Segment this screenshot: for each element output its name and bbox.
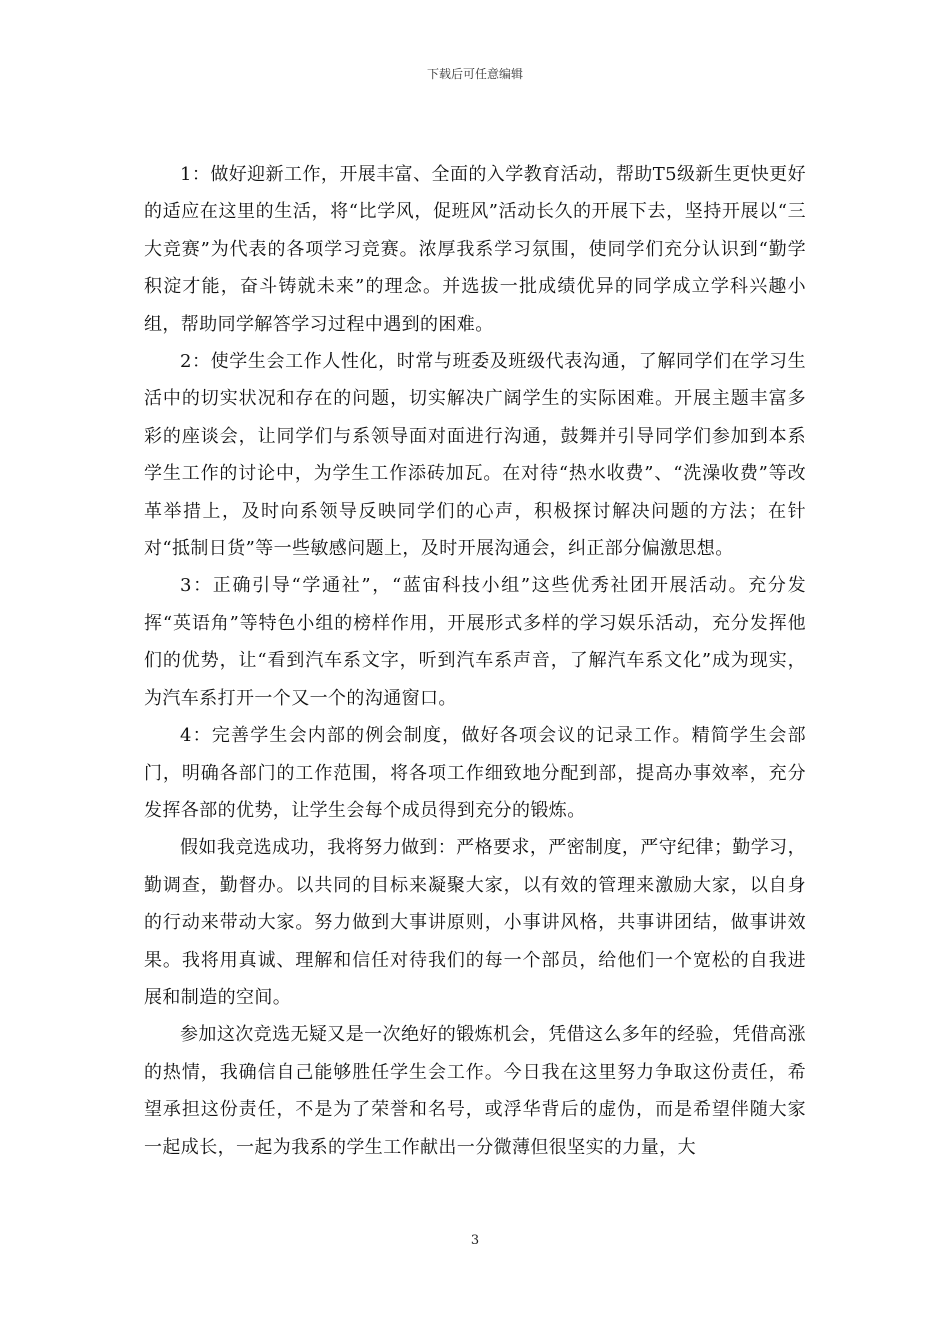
page-header: 下载后可任意编辑 <box>426 67 523 81</box>
paragraph-item-1: 1：做好迎新工作，开展丰富、全面的入学教育活动，帮助T5级新生更快更好的适应在这里的生活，将“比学风，促班风”活动长久的开展下去，坚持开展以“三大竞赛”为代表的各项学习竞赛。浓厚我系学习氛围，使同学们充分认识到“勤学积淀才能，奋斗铸就未来”的理念。并选拔一批成绩优异的同学成立学科兴趣小组，帮助同学解答学习过程中遇到的困难。 <box>144 164 806 335</box>
paragraph-item-2: 2：使学生会工作人性化，时常与班委及班级代表沟通，了解同学们在学习生活中的切实状况和存在的问题，切实解决广阔学生的实际困难。开展主题丰富多彩的座谈会，让同学们与系领导面对面进行沟通，鼓舞并引导同学们参加到本系学生工作的讨论中，为学生工作添砖加瓦。在对待“热水收费”、“洗澡收费”等改革举措上，及时向系领导反映同学们的心声，积极探讨解决问题的方法；在针对“抵制日货”等一些敏感问题上，及时开展沟通会，纠正部分偏激思想。 <box>144 351 806 560</box>
paragraph-closing: 参加这次竞选无疑又是一次绝好的锻炼机会，凭借这么多年的经验，凭借高涨的热情，我确信自己能够胜任学生会工作。今日我在这里努力争取这份责任，希望承担这份责任，不是为了荣誉和名号，或浮华背后的虚伪，而是希望伴随大家一起成长，一起为我系的学生工作献出一分微薄但很坚实的力量，大 <box>144 1024 806 1158</box>
paragraph-campaign-promise: 假如我竞选成功，我将努力做到：严格要求，严密制度，严守纪律；勤学习，勤调查，勤督办。以共同的目标来凝聚大家，以有效的管理来激励大家，以自身的行动来带动大家。努力做到大事讲原则，小事讲风格，共事讲团结，做事讲效果。我将用真诚、理解和信任对待我们的每一个部员，给他们一个宽松的自我进展和制造的空间。 <box>144 837 806 1008</box>
document-body <box>144 156 806 1166</box>
paragraph-item-4: 4：完善学生会内部的例会制度，做好各项会议的记录工作。精简学生会部门，明确各部门的工作范围，将各项工作细致地分配到部，提高办事效率，充分发挥各部的优势，让学生会每个成员得到充分的锻炼。 <box>144 725 806 821</box>
page-number: 3 <box>470 1233 480 1248</box>
paragraph-item-3: 3：正确引导“学通社”，“蓝宙科技小组”这些优秀社团开展活动。充分发挥“英语角”等特色小组的榜样作用，开展形式多样的学习娱乐活动，充分发挥他们的优势，让“看到汽车系文字，听到汽车系声音，了解汽车系文化”成为现实，为汽车系打开一个又一个的沟通窗口。 <box>144 575 806 709</box>
